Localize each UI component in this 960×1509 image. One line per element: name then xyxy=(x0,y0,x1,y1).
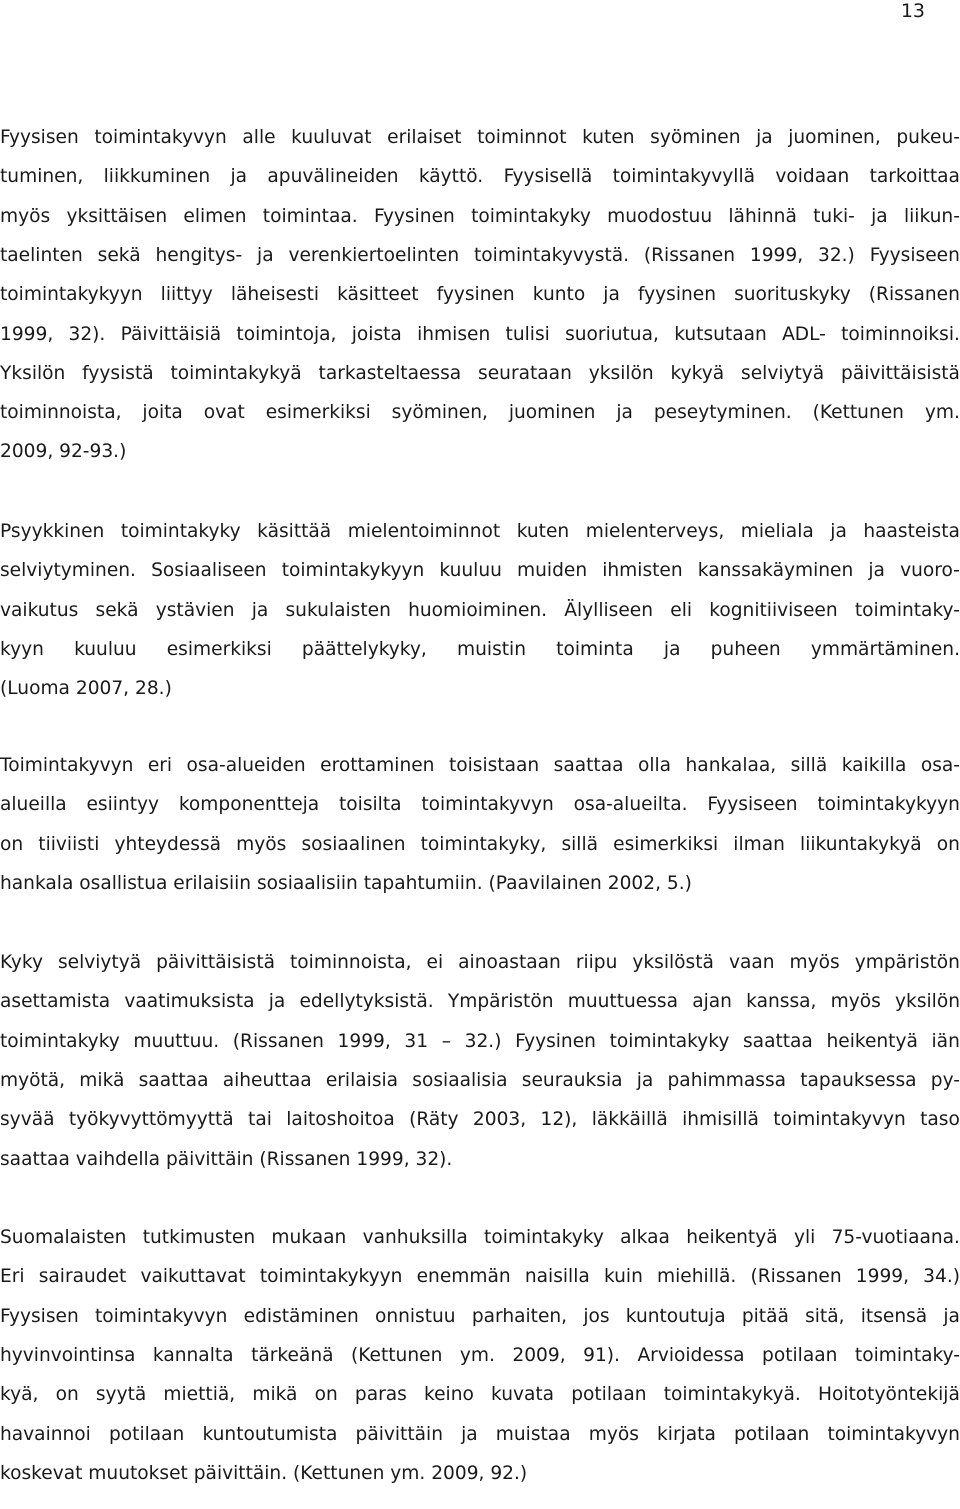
text-line: saattaa vaihdella päivittäin (Rissanen 1999, 32). xyxy=(0,1148,453,1170)
text-line: Yksilön fyysistä toimintakykyä tarkasteltaessa seurataan yksilön kykyä selviytyä päivittäisistä xyxy=(0,362,960,384)
text-line: taelinten sekä hengitys- ja verenkiertoelinten toimintakyvystä. (Rissanen 1999, 32.) Fyysiseen xyxy=(0,244,960,266)
text-line: hankala osallistua erilaisiin sosiaalisiin tapahtumiin. (Paavilainen 2002, 5.) xyxy=(0,872,692,894)
text-line: asettamista vaatimuksista ja edellytyksistä. Ympäristön muuttuessa ajan kanssa, myös yksilön xyxy=(0,991,960,1013)
text-line: myötä, mikä saattaa aiheuttaa erilaisia sosiaalisia seurauksia ja pahimmassa tapauksessa py- xyxy=(0,1069,960,1091)
text-line: syvää työkyvyttömyyttä tai laitoshoitoa (Räty 2003, 12), läkkäillä ihmisillä toimintakyvyn taso xyxy=(0,1109,960,1131)
text-line: toiminnoista, joita ovat esimerkiksi syöminen, juominen ja peseytyminen. (Kettunen ym. xyxy=(0,402,960,424)
text-line: Toimintakyvyn eri osa-alueiden erottaminen toisistaan saattaa olla hankalaa, sillä kaikilla osa- xyxy=(0,755,960,776)
text-line: (Luoma 2007, 28.) xyxy=(0,678,172,700)
text-line: on tiiviisti yhteydessä myös sosiaalinen toimintakyky, sillä esimerkiksi ilman liikuntakykyä on xyxy=(0,833,960,855)
text-line: alueilla esiintyy komponentteja toisilta toimintakyvyn osa-alueilta. Fyysiseen toimintakykyyn xyxy=(0,794,960,816)
text-line: Fyysisen toimintakyvyn alle kuuluvat erilaiset toiminnot kuten syöminen ja juominen, pukeu- xyxy=(0,127,960,148)
text-line: Eri sairaudet vaikuttavat toimintakykyyn enemmän naisilla kuin miehillä. (Rissanen 1999, 34.) xyxy=(0,1266,960,1288)
text-line: toimintakyky muuttuu. (Rissanen 1999, 31 – 32.) Fyysinen toimintakyky saattaa heikentyä iän xyxy=(0,1030,960,1052)
text-line: toimintakykyyn liittyy läheisesti käsitteet fyysinen kunto ja fyysinen suorituskyky (Rissanen xyxy=(0,284,960,306)
text-line: 2009, 92-93.) xyxy=(0,441,127,463)
text-line: havainnoi potilaan kuntoutumista päivittäin ja muistaa myös kirjata potilaan toimintakyvyn xyxy=(0,1423,960,1445)
text-line: koskevat muutokset päivittäin. (Kettunen ym. 2009, 92.) xyxy=(0,1462,528,1484)
text-line: selviytyminen. Sosiaaliseen toimintakykyyn kuuluu muiden ihmisten kanssakäyminen ja vuoro- xyxy=(0,560,960,582)
text-line: 1999, 32). Päivittäisiä toimintoja, joista ihmisen tulisi suoriutua, kutsutaan ADL- toiminnoiksi. xyxy=(0,323,960,345)
text-line: Kyky selviytyä päivittäisistä toiminnoista, ei ainoastaan riipu yksilöstä vaan myös ympäristön xyxy=(0,952,960,973)
text-line: Fyysisen toimintakyvyn edistäminen onnistuu parhaiten, jos kuntoutuja pitää sitä, itsensä ja xyxy=(0,1305,960,1327)
text-line: kyyn kuuluu esimerkiksi päättelykyky, muistin toiminta ja puheen ymmärtäminen. xyxy=(0,638,960,660)
text-line: kyä, on syytä miettiä, mikä on paras keino kuvata potilaan toimintakykyä. Hoitotyöntekijä xyxy=(0,1384,960,1406)
text-line: Suomalaisten tutkimusten mukaan vanhuksilla toimintakyky alkaa heikentyä yli 75-vuotiaana. xyxy=(0,1227,960,1248)
text-line: tuminen, liikkuminen ja apuvälineiden käyttö. Fyysisellä toimintakyvyllä voidaan tarkoittaa xyxy=(0,166,960,188)
page-number: 13 xyxy=(900,0,925,22)
text-line: myös yksittäisen elimen toimintaa. Fyysinen toimintakyky muodostuu lähinnä tuki- ja liikun- xyxy=(0,205,960,227)
text-line: vaikutus sekä ystävien ja sukulaisten huomioiminen. Älylliseen eli kognitiiviseen toimintaky- xyxy=(0,599,960,621)
text-line: Psyykkinen toimintakyky käsittää mielentoiminnot kuten mielenterveys, mieliala ja haasteista xyxy=(0,521,960,542)
text-line: hyvinvointinsa kannalta tärkeänä (Kettunen ym. 2009, 91). Arvioidessa potilaan toimintaky- xyxy=(0,1344,960,1366)
